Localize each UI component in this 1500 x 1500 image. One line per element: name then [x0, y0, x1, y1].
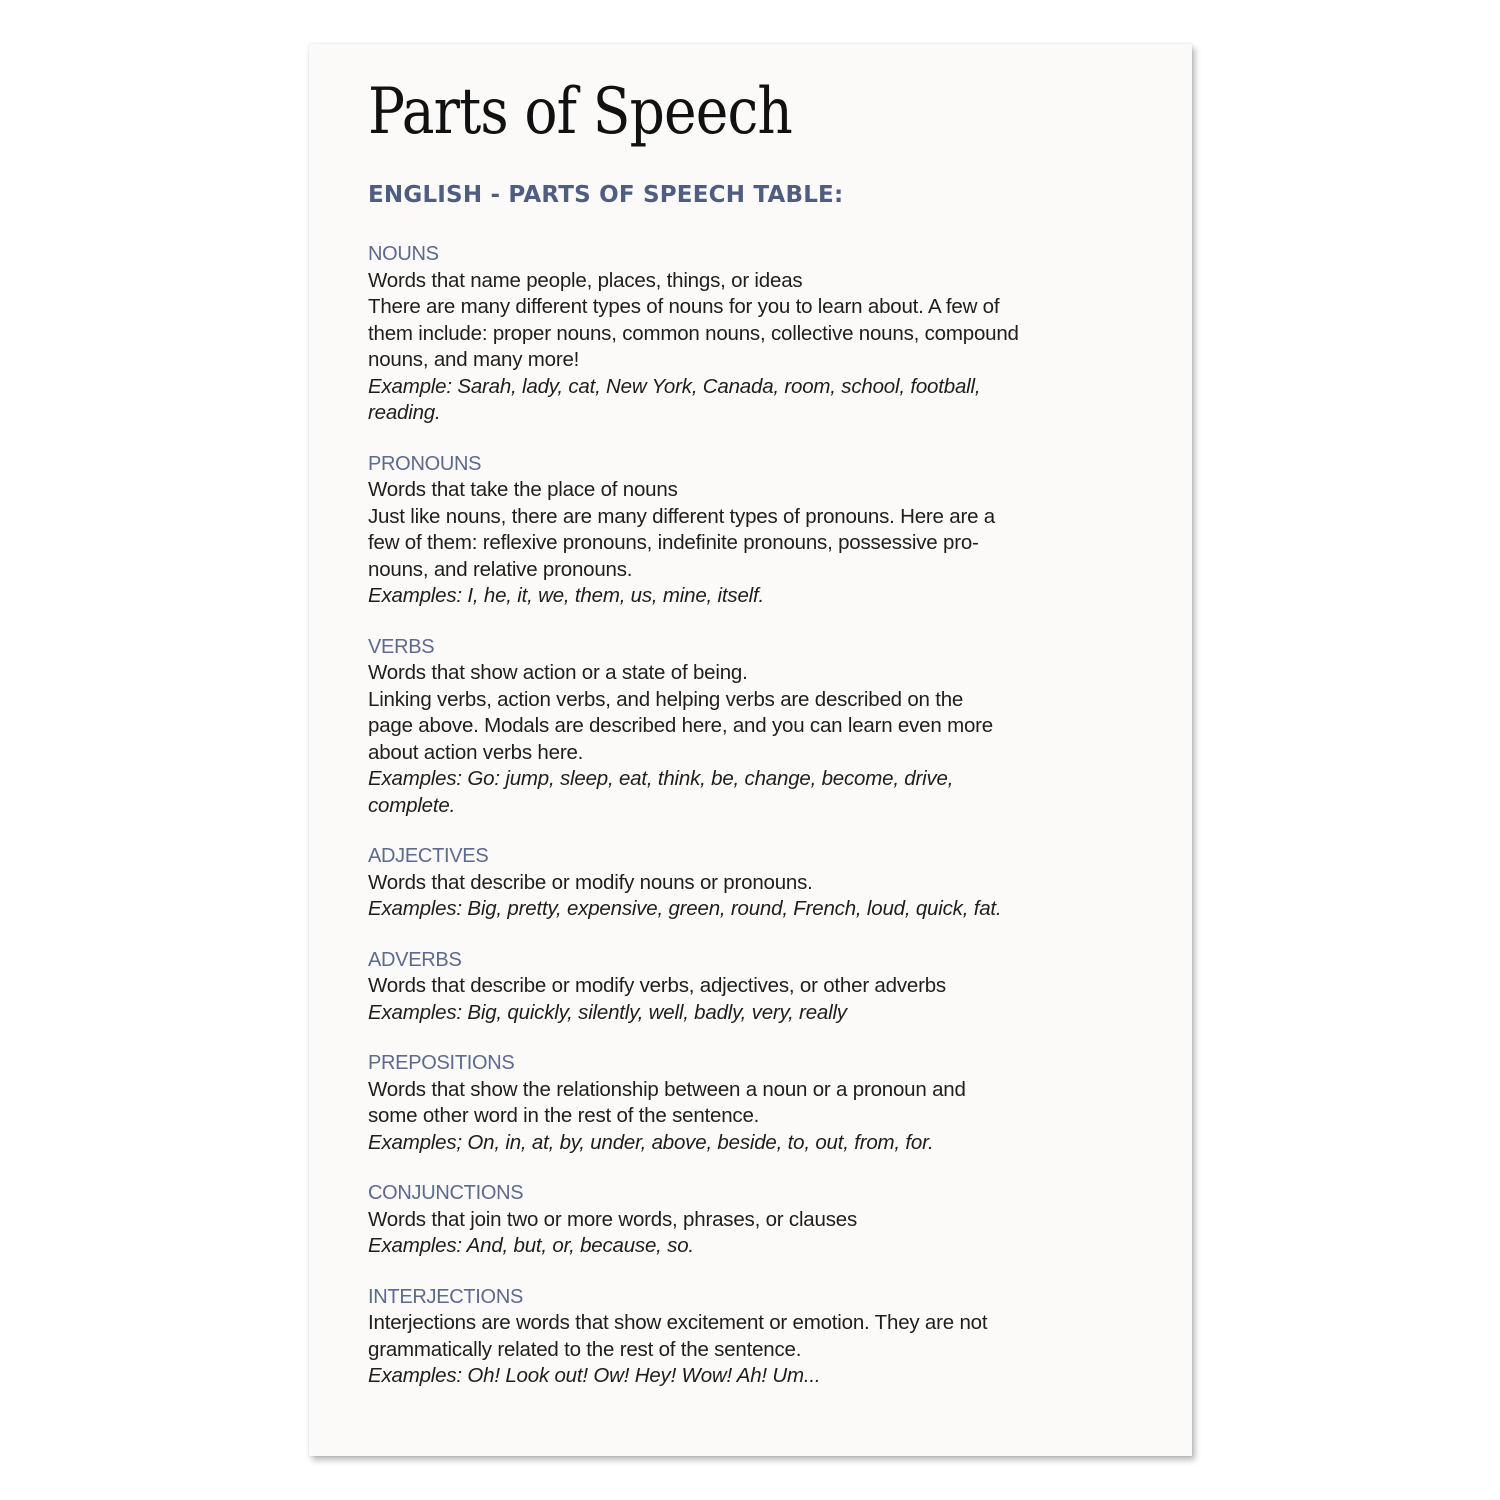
poster-content — [368, 75, 1068, 1414]
section-text-line: Interjections are words that show excitement or emotion. They are not — [368, 1311, 988, 1334]
section-text-line: them include: proper nouns, common nouns, collective nouns, compound — [368, 321, 1019, 345]
section-verbs — [368, 634, 1068, 820]
poster-sheet — [309, 44, 1192, 1456]
section-heading: INTERJECTIONS — [368, 1285, 523, 1308]
section-example-line: Example: Sarah, lady, cat, New York, Canada, room, school, football, — [368, 374, 981, 398]
section-text-line: Words that show the relationship between a noun or a pronoun and — [368, 1077, 966, 1101]
section-heading: VERBS — [368, 635, 435, 658]
page-title: Parts of Speech — [368, 75, 793, 149]
section-text-line: There are many different types of nouns for you to learn about. A few of — [368, 295, 1000, 318]
section-example-line: Examples: Big, quickly, silently, well, badly, very, really — [368, 1000, 847, 1024]
section-example-line: Examples; On, in, at, by, under, above, beside, to, out, from, for. — [368, 1130, 934, 1154]
section-example-line: Examples: Big, pretty, expensive, green, round, French, loud, quick, fat. — [368, 897, 1002, 920]
section-text-line: page above. Modals are described here, and you can learn even more — [368, 714, 993, 737]
section-text-line: Linking verbs, action verbs, and helping verbs are described on the — [368, 687, 964, 711]
section-text-line: few of them: reflexive pronouns, indefinite pronouns, possessive pro- — [368, 531, 979, 554]
sections-list — [368, 241, 1068, 1390]
section-heading: PREPOSITIONS — [368, 1052, 515, 1074]
section-prepositions — [368, 1050, 1068, 1156]
section-text-line: about action verbs here. — [368, 740, 584, 764]
section-heading: ADJECTIVES — [368, 845, 489, 867]
section-heading: PRONOUNS — [368, 452, 482, 475]
section-example-line: Examples: Go: jump, sleep, eat, think, be, change, become, drive, — [368, 767, 954, 790]
section-adjectives — [368, 843, 1068, 923]
section-nouns — [368, 241, 1068, 427]
section-pronouns — [368, 451, 1068, 610]
section-text-line: nouns, and many more! — [368, 348, 580, 371]
section-adverbs — [368, 947, 1068, 1027]
section-interjections — [368, 1284, 1068, 1390]
section-text-line: Words that describe or modify verbs, adjectives, or other adverbs — [368, 974, 946, 997]
section-example-line: Examples: And, but, or, because, so. — [368, 1234, 694, 1257]
table-subtitle: ENGLISH - PARTS OF SPEECH TABLE: — [368, 182, 844, 208]
section-text-line: Words that name people, places, things, or ideas — [368, 268, 803, 292]
section-text-line: Words that describe or modify nouns or pronouns. — [368, 870, 813, 894]
section-heading: ADVERBS — [368, 948, 462, 971]
section-text-line: some other word in the rest of the sentence. — [368, 1104, 760, 1127]
section-text-line: nouns, and relative pronouns. — [368, 557, 633, 581]
section-example-line: Examples: I, he, it, we, them, us, mine, itself. — [368, 584, 764, 607]
section-example-line: Examples: Oh! Look out! Ow! Hey! Wow! Ah! Um... — [368, 1364, 821, 1387]
section-text-line: Words that join two or more words, phrases, or clauses — [368, 1207, 857, 1231]
section-example-line: complete. — [368, 793, 456, 817]
section-conjunctions — [368, 1180, 1068, 1260]
section-heading: NOUNS — [368, 243, 439, 265]
section-text-line: grammatically related to the rest of the sentence. — [368, 1337, 802, 1361]
section-example-line: reading. — [368, 401, 441, 424]
section-text-line: Words that show action or a state of being. — [368, 661, 748, 684]
section-text-line: Words that take the place of nouns — [368, 478, 678, 501]
section-heading: CONJUNCTIONS — [368, 1182, 524, 1204]
section-text-line: Just like nouns, there are many different types of pronouns. Here are a — [368, 504, 995, 528]
